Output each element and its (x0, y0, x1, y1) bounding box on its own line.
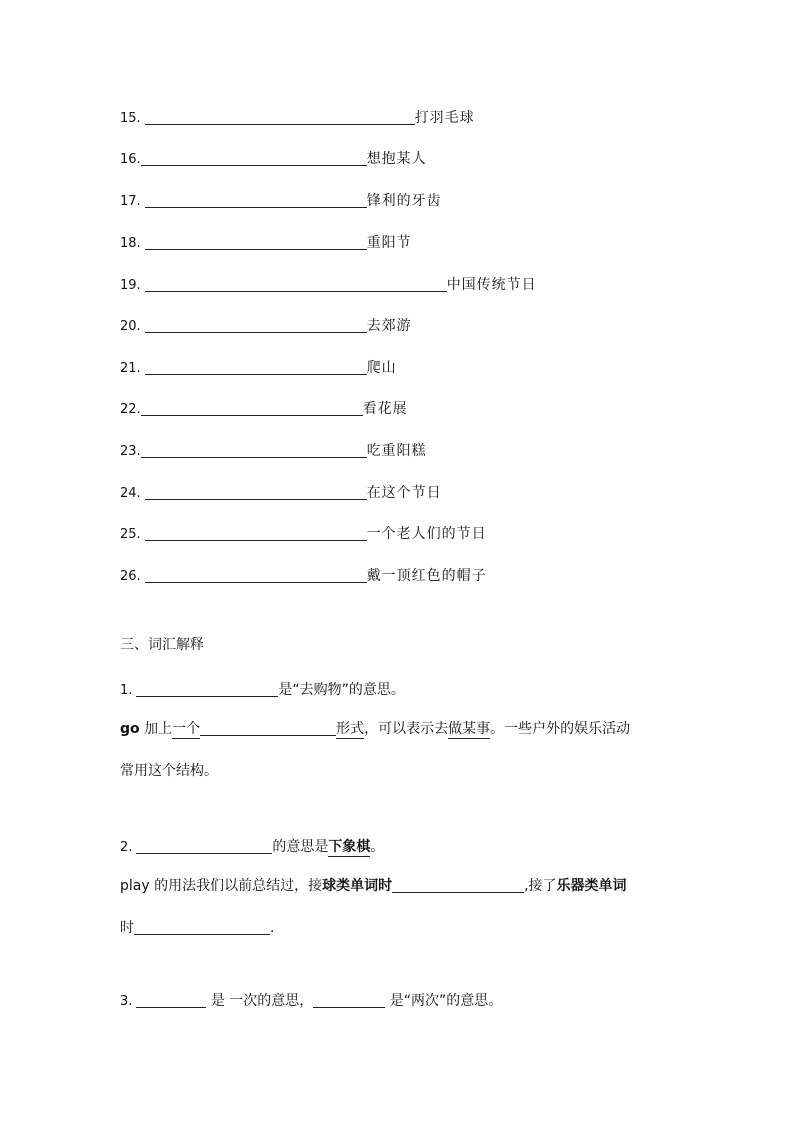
question-1-note-line2: 常用这个结构。 (120, 763, 218, 779)
note-text: 加上 (139, 721, 173, 737)
question-1 (120, 679, 405, 702)
note-text: 。一些户外的娱乐活动 (490, 721, 631, 737)
note-text: play 的用法我们以前总结过，接 (120, 878, 323, 894)
answer-blank[interactable] (134, 918, 270, 935)
answer-blank[interactable] (145, 358, 367, 375)
answer-blank[interactable] (145, 316, 367, 333)
answer-blank[interactable] (141, 149, 367, 166)
item-meaning: 重阳节 (366, 235, 412, 251)
note-underlined: 一个 (172, 721, 201, 737)
answer-blank[interactable] (145, 233, 367, 250)
item-meaning: 锋利的牙齿 (366, 193, 442, 209)
item-number: 15. (120, 111, 141, 126)
item-meaning: 看花展 (362, 401, 408, 417)
item-number: 17. (120, 194, 141, 209)
answer-blank[interactable] (145, 566, 367, 583)
vocab-item-16 (120, 148, 427, 170)
answer-blank[interactable] (136, 837, 272, 854)
note-text: 时 (120, 920, 134, 936)
answer-blank[interactable] (145, 275, 447, 292)
question-2-note-line2 (120, 917, 274, 939)
keyword-go: go (120, 721, 140, 737)
item-number: 21. (120, 361, 141, 376)
vocab-item-25 (120, 523, 487, 545)
item-meaning: 爬山 (366, 360, 397, 376)
note-text: . (270, 920, 275, 936)
question-text: 是“两次”的意思。 (385, 993, 503, 1009)
item-meaning: 中国传统节日 (446, 277, 537, 293)
answer-blank[interactable] (136, 991, 206, 1008)
vocab-item-17 (120, 190, 442, 212)
item-meaning: 想抱某人 (366, 151, 427, 167)
note-text: ,接了 (524, 878, 557, 894)
question-text: 是 一次的意思， (206, 993, 314, 1009)
vocab-item-15 (120, 107, 475, 129)
item-meaning: 打羽毛球 (414, 110, 475, 126)
answer-blank[interactable] (145, 191, 367, 208)
vocab-item-26 (120, 565, 487, 587)
item-number: 16. (120, 152, 141, 167)
item-meaning: 吃重阳糕 (366, 443, 427, 459)
item-number: 25. (120, 527, 141, 542)
answer-blank[interactable] (313, 991, 385, 1008)
answer-blank[interactable] (145, 524, 367, 541)
question-number: 3. (120, 994, 133, 1009)
vocab-item-18 (120, 232, 412, 254)
item-number: 18. (120, 236, 141, 251)
question-number: 2. (120, 840, 133, 855)
item-meaning: 去郊游 (366, 318, 412, 334)
answer-blank[interactable] (141, 441, 367, 458)
item-number: 26. (120, 569, 141, 584)
question-2-note (120, 875, 627, 897)
item-meaning: 一个老人们的节日 (366, 526, 487, 542)
vocab-item-22 (120, 398, 408, 420)
vocab-item-19 (120, 274, 537, 296)
note-text: ，可以表示去 (364, 721, 449, 737)
question-3 (120, 990, 502, 1013)
item-meaning: 戴一顶红色的帽子 (366, 568, 487, 584)
item-number: 24. (120, 486, 141, 501)
question-text: 的意思是 (272, 839, 329, 855)
question-text: 。 (370, 839, 385, 855)
vocab-item-23 (120, 440, 427, 462)
answer-blank[interactable] (141, 399, 363, 416)
keyword-ball: 球类单词时 (322, 878, 393, 894)
answer-blank[interactable] (145, 108, 415, 125)
note-underlined: 形式 (336, 721, 365, 737)
question-text: 是“去购物”的意思。 (278, 682, 405, 698)
keyword-xiaxiangqi: 下象棋 (328, 839, 371, 855)
question-number: 1. (120, 683, 133, 698)
item-number: 23. (120, 444, 141, 459)
answer-blank[interactable] (200, 719, 336, 736)
answer-blank[interactable] (392, 876, 524, 893)
vocab-item-20 (120, 315, 412, 337)
answer-blank[interactable] (136, 680, 278, 697)
vocab-item-21 (120, 357, 397, 379)
answer-blank[interactable] (145, 483, 367, 500)
item-number: 20. (120, 319, 141, 334)
note-underlined: 做某事 (448, 721, 491, 737)
keyword-instrument: 乐器类单词 (556, 878, 627, 894)
item-number: 22. (120, 402, 141, 417)
vocab-item-24 (120, 482, 442, 504)
item-number: 19. (120, 278, 141, 293)
item-meaning: 在这个节日 (366, 485, 442, 501)
section-heading: 三、词汇解释 (120, 637, 204, 653)
question-2 (120, 836, 384, 859)
question-1-note (120, 718, 630, 740)
